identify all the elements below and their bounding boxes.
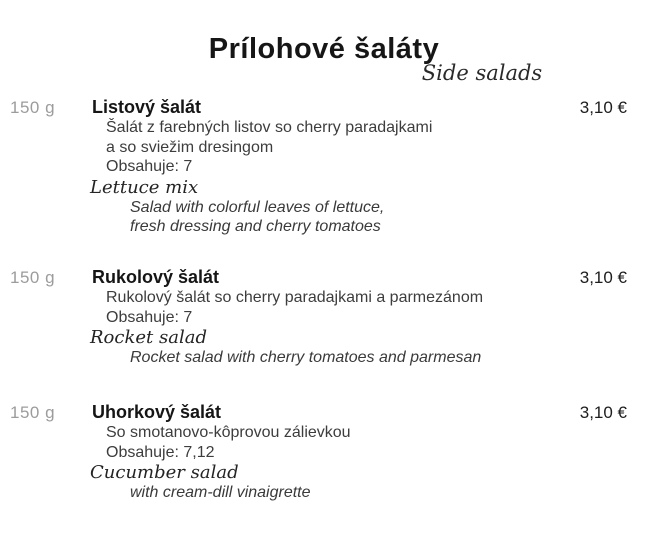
- item-description-line: a so sviežim dresingom: [106, 138, 274, 156]
- item-description-line: Rukolový šalát so cherry paradajkami a parmezánom: [106, 289, 484, 306]
- page-subtitle-english: Side salads: [421, 61, 543, 85]
- item-allergens: Obsahuje: 7,12: [106, 443, 215, 461]
- item-description-english-line: with cream-dill vinaigrette: [130, 484, 311, 501]
- item-name: Listový šalát: [92, 97, 202, 117]
- item-name: Uhorkový šalát: [92, 402, 222, 422]
- item-description-english-line: fresh dressing and cherry tomatoes: [130, 218, 381, 235]
- item-weight: 150 g: [10, 98, 56, 117]
- item-price: 3,10 €: [579, 98, 627, 117]
- item-description-line: So smotanovo-kôprovou zálievkou: [106, 424, 351, 441]
- item-description-english-line: Rocket salad with cherry tomatoes and parmesan: [130, 349, 482, 366]
- item-content: [92, 401, 538, 503]
- item-price: 3,10 €: [579, 403, 627, 422]
- item-allergens: Obsahuje: 7: [106, 158, 193, 175]
- item-description-english-line: Salad with colorful leaves of lettuce,: [130, 198, 385, 216]
- item-allergens: Obsahuje: 7: [106, 308, 193, 326]
- page-title: Prílohové šaláty: [208, 33, 440, 65]
- item-content: [92, 96, 538, 237]
- item-name-english: Rocket salad: [90, 327, 207, 348]
- item-name-english: Lettuce mix: [90, 176, 199, 198]
- item-price: 3,10 €: [579, 268, 627, 287]
- item-description-line: Šalát z farebných listov so cherry paradajkami: [106, 119, 433, 136]
- item-weight: 150 g: [10, 268, 56, 287]
- item-name: Rukolový šalát: [92, 267, 220, 287]
- menu-item: [0, 401, 648, 503]
- menu-item: [0, 96, 648, 237]
- item-name-english: Cucumber salad: [90, 462, 239, 483]
- item-content: [92, 266, 538, 368]
- menu-item: [0, 266, 648, 368]
- item-weight: 150 g: [10, 403, 56, 422]
